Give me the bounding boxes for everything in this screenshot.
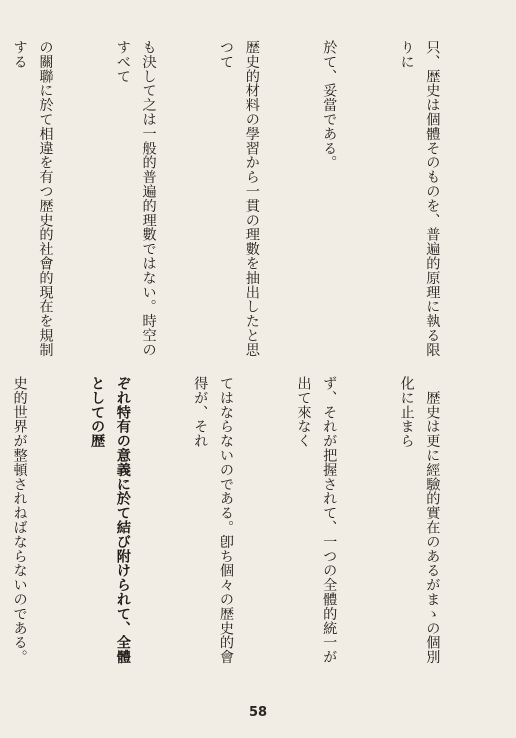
upper-text-block	[11, 40, 496, 362]
text-column: 歴史的材料の學習から一貫の理數を抽出したと思つて	[218, 40, 260, 357]
text-column: の關聯に於て相違を有つ歴史的社會的現在を規制する	[11, 40, 54, 357]
text-column: 史的世界が整頓されねばならないのである。	[11, 376, 28, 664]
text-column: 於て、妥當である。	[321, 40, 338, 170]
text-column: ず、それが把握されて、一つの全體的統一が出て來なく	[295, 376, 338, 664]
lower-text-block	[11, 376, 496, 676]
text-column: 歴史は更に經驗的實在のあるがまゝの個別化に止まら	[398, 376, 441, 664]
text-column: も決して之は一般的普遍的理數ではない。時空のすべて	[114, 40, 157, 357]
text-column: 只、歴史は個體そのものを、普遍的原理に執る限りに	[398, 40, 441, 357]
page-number: 58	[248, 705, 268, 720]
text-column: てはならないのである。卽ち個々の歴史的會得が、それ	[192, 376, 235, 664]
text-column: ぞれ特有の意義に於て結び附けられて、全體としての歴	[89, 376, 131, 664]
